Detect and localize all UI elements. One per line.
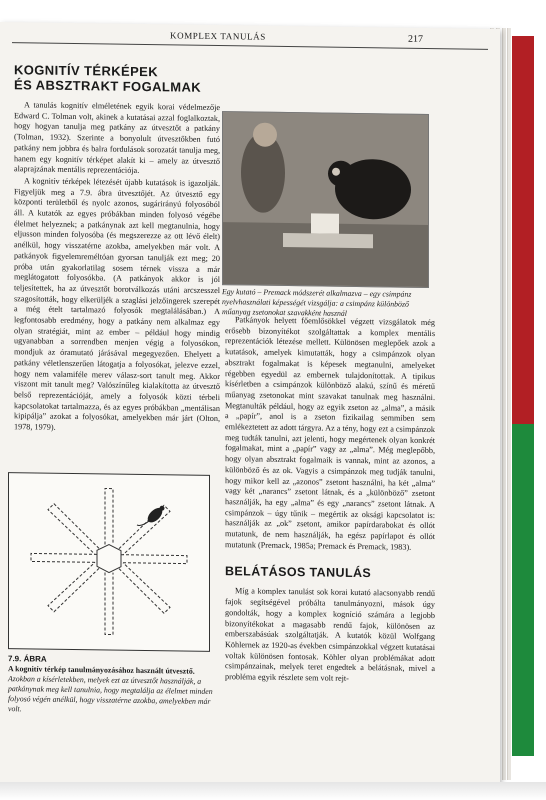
figure-title: A kognitív térkép tanulmányozásához használt útvesztő. xyxy=(8,664,195,676)
page-edge-3 xyxy=(502,28,506,780)
book-spine-red xyxy=(512,36,534,424)
maze-arm xyxy=(48,504,99,555)
right-column-body xyxy=(225,315,435,553)
running-header xyxy=(0,22,500,55)
maze-arm xyxy=(105,572,113,634)
table-surface xyxy=(0,782,546,800)
section2-body xyxy=(225,587,435,686)
maze-arm xyxy=(119,563,170,614)
body-paragraph: A tanulás kognitív elméletének egyik korai védelmezője Edward C. Tolman volt, akinek a kutatásai azzal foglalkoztak, hogy hogyan tanulja meg patkány az útvesztőt a patkány (Tolman, 1932). Szerinte a bonyolult útvesztőkben futó patkány nem jobbra és balra fordulások sorozatát tanulja meg, hanem egy kognitív térképet alakít ki – amely az útvesztő alaprajzának mentális reprezentációja. xyxy=(14,100,220,176)
left-column xyxy=(14,62,220,437)
body-paragraph: A kognitív térképek létezését újabb kutatások is igazolják. Figyeljük meg a 7.9. ábra útvesztőjét. Az útvesztő egy központi területből és nyolc azonos, sugárirányú folyosóból áll. A kutatók az egyes próbákban minden folyosó végébe élelmet helyeznek; a patkánynak azt kell megtanulnia, hogy eljusson minden folyosóba (és megszerezze az ott lévő élelt) anélkül, hogy visszatérne azokba, amelyekben már volt. A patkányok figyelemreméltóan gyorsan tanulják ezt meg; 20 próba után gyakorlatilag sosem térnek vissza a már meglátogatott folyosókba. (A patkányok akkor is jól teljesítettek, ha az útvesztőt borotválkozás utáni arcszesszel szagosították, hogy elkerüljék a szaglási jelzőingerek szerepét a még ételt tartalmazó folyosók megtalálásában.) A legfontosabb eredmény, hogy a patkány nem alkalmaz egy olyan stratégiát, mint az ember – például hogy mindig ugyanabban a sorrendben menjen végig a folyosókon, mondjuk az óramutató járásával megegyezően. Ehelyett a patkány véletlenszerűen látogatja a folyosókat, jelezve ezzel, hogy nem valamiféle merev válasz-sort tanult meg. Akkor viszont mit tanult meg? Valószínűleg kialakította az útvesztő belső reprezentációját, amely a folyosók közti térbeli kapcsolatokat tartalmazza, és az egyes próbákban „mentálisan kipipálja” azokat a folyosókat, amelyekben már járt (Olton, 1978, 1979). xyxy=(14,176,220,432)
photo-caption: Egy kutató – Premack módszerét alkalmazva – egy csimpánz nyelvhasználati képességét vizsgálja: a csimpánz különböző műanyag zsetonokat szavakként használ xyxy=(222,287,412,318)
maze-arm xyxy=(121,555,187,564)
maze-arm xyxy=(105,488,113,544)
page-edge-4 xyxy=(507,28,511,780)
chimpanzee-photo xyxy=(222,111,429,288)
rat-icon xyxy=(137,505,165,526)
right-column xyxy=(225,315,435,687)
photo-illustration xyxy=(223,112,428,287)
body-paragraph: Míg a komplex tanulást sok korai kutató alacsonyabb rendű fajok segítségével próbálta tanulmányozni, mások úgy gondolták, hogy a komplex kogníció számára a legjobb bizonyítékokat a magasabb rendű fajok, különösen az emberszabásúak szolgáltatják. A kutatók közül Wolfgang Köhlernek az 1920-as években csimpánzokkal végzett kutatásai voltak különösen fontosak. Köhler olyan problémákat adott csimpánzainak, melyek teret engedtek a belátásnak, mivel a probléma egyik részlete sem volt rejt- xyxy=(225,586,435,683)
maze-figure xyxy=(8,472,210,652)
figure-description: Azokban a kísérletekben, melyek ezt az útvesztőt használják, a patkánynak meg kell tanulnia, hogy megtalálja az élelmet minden folyosó végén anélkül, hogy visszatérne azokba, amelyekben már volt. xyxy=(8,674,213,714)
page-number: 217 xyxy=(408,33,423,45)
book-page xyxy=(0,22,500,789)
body-paragraph: Patkányok helyett főemlősökkel végzett vizsgálatok még erősebb bizonyítékot szolgáltattak a komplex mentális reprezentációk létezése mellett. Különösen meglepőek azok a kutatások, amelyek kimutatták, hogy a csimpánzok olyan absztrakt fogalmakat is képesek megtanulni, amelyeket régebben egyedül az embernek tulajdonítottak. A tipikus kísérletben a csimpánzok különböző alakú, színű és méretű műanyag zsetonokat mint szavakat tanulnak meg használni. Megtanulták például, hogy az egyik zseton az „alma”, a másik a „papír”, anol is a zseton fizikailag semmiben sem emlékeztetett az adott tárgyra. Az a tény, hogy ezt a csimpánzok meg tudták tanulni, azt jelenti, hogy megértenek olyan konkrét fogalmakat, mint a „papír” vagy az „alma”. Még meglepőbb, hogy olyan absztrakt fogalmaik is vannak, mint az azonos, a különböző és az ok. Vagyis a csimpánzok meg tudják tanulni, hogy mikor kell az „azonos” zsetont használni, ha két „alma” vagy két „narancs” zsetont látnak, és a „különböző” zsetont használják, ha egy „alma” és egy „narancs” zsetont látnak. A csimpánzok – úgy tűnik – megértik az oksági kapcsolatot is: használják az „ok” zsetont, amikor papírdarabokat és ollót mutatunk, de nem használják, ha egész papírlapot és ollót mutatunk (Premack, 1985a; Premack és Premack, 1983). xyxy=(225,315,435,552)
maze-arm xyxy=(119,505,170,556)
section1-body xyxy=(14,100,220,436)
maze-arm xyxy=(48,562,99,613)
section-title-cognitive-maps xyxy=(14,62,220,95)
figure-caption xyxy=(8,654,218,717)
running-title: KOMPLEX TANULÁS xyxy=(170,30,266,42)
section-title-line-2: ÉS ABSZTRAKT FOGALMAK xyxy=(14,77,202,95)
radial-maze-diagram xyxy=(9,473,209,651)
figure-number: 7.9. ÁBRA xyxy=(8,654,47,664)
book-spine-green xyxy=(512,424,534,756)
maze-center-hub xyxy=(97,544,121,572)
section-title-line-1: KOGNITÍV TÉRKÉPEK xyxy=(14,62,159,80)
maze-arm xyxy=(31,553,97,562)
section-title-insight-learning: BELÁTÁSOS TANULÁS xyxy=(225,564,372,581)
